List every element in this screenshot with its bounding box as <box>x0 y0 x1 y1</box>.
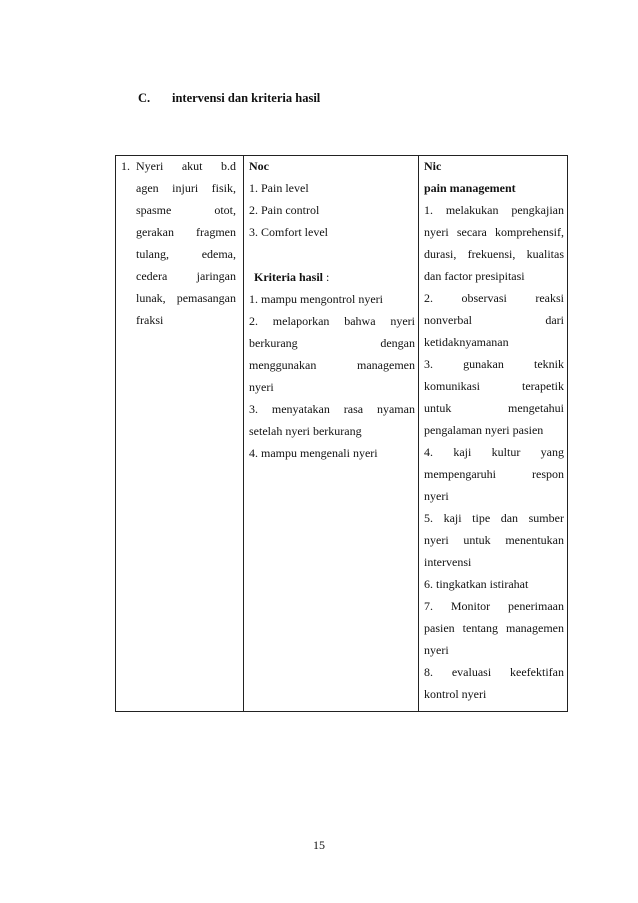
text-line <box>424 467 564 481</box>
text-line <box>424 357 564 371</box>
nic-column <box>419 156 567 711</box>
text-line <box>249 358 415 372</box>
text-word: gerakan <box>136 225 174 239</box>
noc-item: 2. Pain control <box>249 203 320 217</box>
text-word: durasi, <box>424 247 457 261</box>
kriteria-heading <box>254 270 329 284</box>
text-word: mempengaruhi <box>424 467 496 481</box>
diagnosis-number: 1. <box>121 159 130 173</box>
text-line <box>249 336 415 350</box>
text-word: Nyeri <box>136 159 164 173</box>
text-word: 3. <box>424 357 433 371</box>
noc-column <box>244 156 419 711</box>
text-word: intervensi <box>424 555 472 569</box>
text-word: akut <box>181 159 203 173</box>
text-line <box>249 314 415 328</box>
text-word: nyeri <box>390 314 415 328</box>
text-line <box>136 313 163 327</box>
text-word: observasi <box>461 291 507 305</box>
text-word: lunak, <box>136 291 166 305</box>
noc-title: Noc <box>249 159 269 173</box>
section-letter: C. <box>138 91 151 105</box>
text-word: tentang <box>462 621 498 635</box>
text-word: nonverbal <box>424 313 472 327</box>
nic-subtitle: pain management <box>424 181 516 195</box>
text-line <box>136 269 236 283</box>
text-word: teknik <box>534 357 564 371</box>
text-word: nyeri <box>424 489 449 503</box>
nic-title: Nic <box>424 159 442 173</box>
text-word: 6. tingkatkan istirahat <box>424 577 529 591</box>
text-word: menggunakan <box>249 358 317 372</box>
section-title: intervensi dan kriteria hasil <box>172 91 321 105</box>
text-word: penerimaan <box>508 599 564 613</box>
text-line <box>424 247 564 261</box>
text-line <box>424 379 564 393</box>
text-line <box>136 159 236 173</box>
text-line <box>249 380 274 394</box>
text-line <box>424 687 486 701</box>
text-word: tulang, <box>136 247 169 261</box>
text-word: frekuensi, <box>467 247 516 261</box>
text-word: evaluasi <box>451 665 492 679</box>
text-line <box>424 203 564 217</box>
text-word: keefektifan <box>510 665 564 679</box>
text-word: fraksi <box>136 313 164 327</box>
text-line <box>249 402 415 416</box>
text-word: dan <box>500 511 519 525</box>
text-word: berkurang <box>249 336 298 350</box>
text-word: nyaman <box>376 402 415 416</box>
text-word: 7. <box>424 599 433 613</box>
text-word: 8. <box>424 665 433 679</box>
text-word: fisik, <box>211 181 236 195</box>
text-line <box>424 665 564 679</box>
text-word: kualitas <box>526 247 564 261</box>
text-word: respon <box>532 467 564 481</box>
text-word: kaji <box>453 445 472 459</box>
text-line <box>424 313 564 327</box>
noc-item: 1. Pain level <box>249 181 309 195</box>
text-word: edema, <box>201 247 236 261</box>
text-word: spasme <box>136 203 172 217</box>
text-word: komprehensif, <box>495 225 564 239</box>
text-word: pasien <box>424 621 455 635</box>
text-word: 4. <box>424 445 433 459</box>
diagnosis-column <box>116 156 244 711</box>
text-line <box>424 599 564 613</box>
text-word: dari <box>545 313 564 327</box>
text-word: injuri <box>172 181 199 195</box>
text-word: nyeri <box>424 643 449 657</box>
text-word: otot, <box>214 203 236 217</box>
text-word: melakukan <box>445 203 499 217</box>
text-word: Monitor <box>450 599 491 613</box>
text-word: nyeri <box>424 533 449 547</box>
text-word: 4. mampu mengenali nyeri <box>249 446 378 460</box>
text-word: dengan <box>380 336 415 350</box>
text-word: gunakan <box>463 357 504 371</box>
intervention-table <box>115 155 568 712</box>
text-word: rasa <box>343 402 364 416</box>
kriteria-label: Kriteria hasil <box>254 270 323 284</box>
text-line <box>424 423 543 437</box>
text-word: nyeri <box>424 225 449 239</box>
text-line <box>424 621 564 635</box>
text-line <box>249 292 383 306</box>
text-line <box>424 643 449 657</box>
text-line <box>424 291 564 305</box>
text-word: agen <box>136 181 159 195</box>
text-word: kontrol nyeri <box>424 687 487 701</box>
text-word: 2. <box>249 314 258 328</box>
text-line <box>424 577 528 591</box>
text-word: 1. <box>424 203 433 217</box>
text-word: ketidaknyamanan <box>424 335 509 349</box>
kriteria-colon: : <box>323 270 330 284</box>
text-line <box>424 555 471 569</box>
text-word: managemen <box>506 621 564 635</box>
text-line <box>136 291 236 305</box>
text-word: sumber <box>528 511 564 525</box>
text-line <box>136 203 236 217</box>
text-word: pemasangan <box>176 291 236 305</box>
text-word: setelah nyeri berkurang <box>249 424 362 438</box>
section-heading <box>138 91 320 106</box>
text-word: 2. <box>424 291 433 305</box>
text-word: untuk <box>463 533 491 547</box>
text-word: kaji <box>443 511 462 525</box>
text-line <box>424 335 509 349</box>
text-line <box>424 445 564 459</box>
text-line <box>424 533 564 547</box>
text-word: dan factor presipitasi <box>424 269 525 283</box>
text-line <box>136 181 236 195</box>
noc-item: 3. Comfort level <box>249 225 328 239</box>
text-word: fragmen <box>196 225 236 239</box>
text-word: b.d <box>221 159 236 173</box>
text-word: 5. <box>424 511 433 525</box>
text-line <box>424 225 564 239</box>
text-word: pengkajian <box>511 203 564 217</box>
text-word: komunikasi <box>424 379 480 393</box>
text-word: pengalaman nyeri pasien <box>424 423 544 437</box>
text-word: melaporkan <box>272 314 330 328</box>
text-line <box>424 269 525 283</box>
text-word: menentukan <box>505 533 564 547</box>
text-line <box>136 225 236 239</box>
text-word: 3. <box>249 402 258 416</box>
text-word: untuk <box>424 401 452 415</box>
text-word: 1. mampu mengontrol nyeri <box>249 292 383 306</box>
text-word: tipe <box>472 511 491 525</box>
text-word: jaringan <box>196 269 236 283</box>
text-word: cedera <box>136 269 168 283</box>
text-word: secara <box>456 225 487 239</box>
text-line <box>424 489 449 503</box>
text-word: managemen <box>357 358 415 372</box>
text-line <box>424 401 564 415</box>
text-line <box>249 424 362 438</box>
text-word: kultur <box>491 445 521 459</box>
text-word: reaksi <box>535 291 564 305</box>
text-line <box>249 446 378 460</box>
text-word: yang <box>540 445 564 459</box>
page-number: 15 <box>313 838 325 852</box>
text-word: mengetahui <box>508 401 564 415</box>
text-line <box>136 247 236 261</box>
text-word: terapetik <box>522 379 564 393</box>
text-word: bahwa <box>344 314 376 328</box>
text-line <box>424 511 564 525</box>
text-word: nyeri <box>249 380 274 394</box>
text-word: menyatakan <box>271 402 330 416</box>
